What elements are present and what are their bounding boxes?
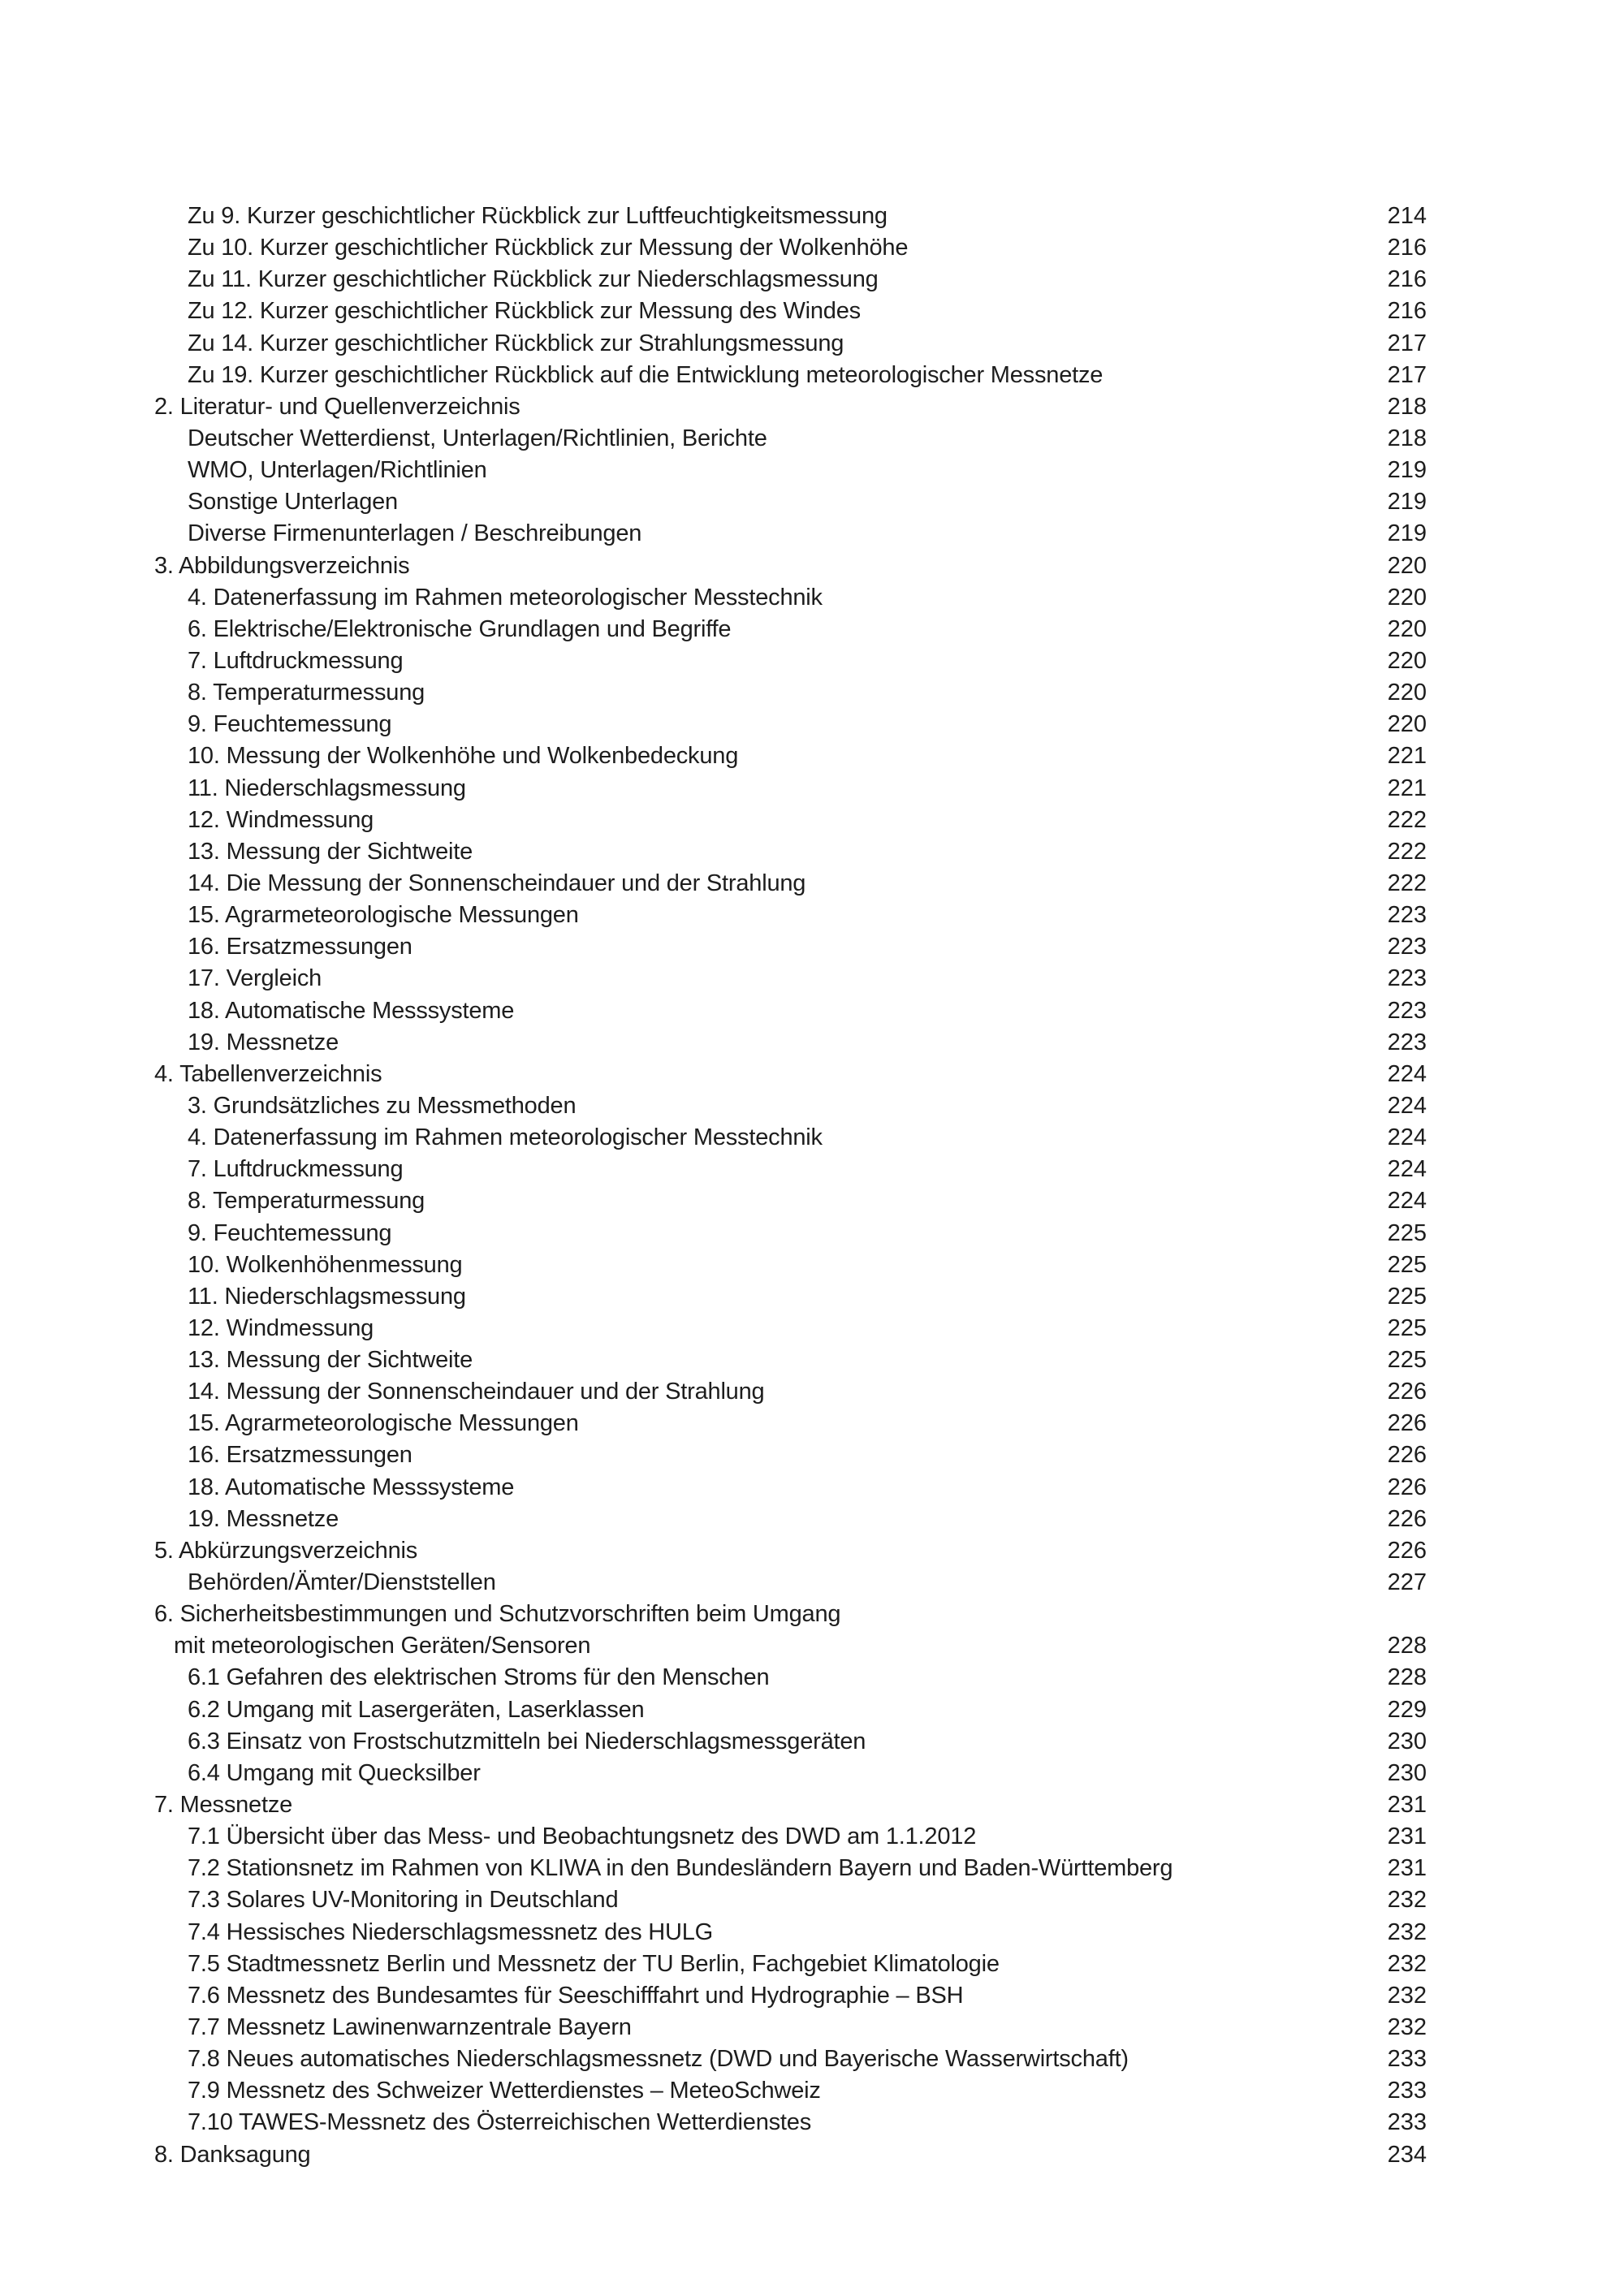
toc-entry: [154, 232, 1427, 264]
toc-entry-text: 7.5 Stadtmessnetz Berlin und Messnetz der TU Berlin, Fachgebiet Klimatologie: [188, 1950, 1000, 1977]
toc-entry-text: 6.4 Umgang mit Quecksilber: [188, 1759, 481, 1786]
toc-entry: [154, 391, 1427, 423]
toc-entry-text: 8. Danksagung: [154, 2141, 311, 2168]
toc-entry-text: 15. Agrarmeteorologische Messungen: [188, 902, 579, 929]
toc-entry: [154, 1853, 1427, 1884]
toc-entry-page: 226: [1387, 1474, 1427, 1500]
toc-entry: [154, 931, 1427, 963]
toc-entry-text: 7.10 TAWES-Messnetz des Österreichischen Wetterdienstes: [188, 2109, 812, 2136]
toc-entry: [154, 1408, 1427, 1439]
toc-entry-page: 217: [1387, 361, 1427, 388]
toc-entry-page: 233: [1387, 2078, 1427, 2104]
toc-entry-page: 225: [1387, 1219, 1427, 1246]
toc-entry-text: 7.8 Neues automatisches Niederschlagsmessnetz (DWD und Bayerische Wasserwirtschaft): [188, 2046, 1129, 2073]
toc-entry-page: 222: [1387, 806, 1427, 833]
toc-entry: [154, 709, 1427, 740]
toc-entry-page: 225: [1387, 1251, 1427, 1278]
toc-entry-text: 7.2 Stationsnetz im Rahmen von KLIWA in den Bundesländern Bayern und Baden-Württemberg: [188, 1855, 1173, 1882]
toc-entry-page: 232: [1387, 2014, 1427, 2041]
toc-entry: [154, 1154, 1427, 1185]
toc-entry-page: 233: [1387, 2109, 1427, 2136]
toc-entry-page: 223: [1387, 965, 1427, 992]
toc-entry-text: 6.2 Umgang mit Lasergeräten, Laserklassen: [188, 1696, 645, 1723]
toc-entry-text: 19. Messnetze: [188, 1505, 339, 1532]
toc-entry-text: Sonstige Unterlagen: [188, 489, 398, 516]
toc-entry: [154, 2139, 1427, 2171]
toc-entry: [154, 550, 1427, 582]
toc-entry-text: Zu 12. Kurzer geschichtlicher Rückblick zur Messung des Windes: [188, 298, 861, 325]
toc-entry-text: 12. Windmessung: [188, 1314, 374, 1341]
toc-entry-text: 15. Agrarmeteorologische Messungen: [188, 1410, 579, 1437]
toc-entry: [154, 1630, 1427, 1662]
toc-entry-text: 17. Vergleich: [188, 965, 322, 992]
toc-entry: [154, 455, 1427, 486]
toc-entry: [154, 963, 1427, 995]
toc-entry: [154, 1059, 1427, 1090]
toc-entry-text: 16. Ersatzmessungen: [188, 1442, 412, 1469]
toc-entry-page: 219: [1387, 457, 1427, 484]
toc-entry-page: 224: [1387, 1092, 1427, 1119]
toc-entry-page: 220: [1387, 615, 1427, 642]
toc-entry-text: 14. Messung der Sonnenscheindauer und der Strahlung: [188, 1379, 765, 1405]
toc-entry: [154, 1218, 1427, 1249]
toc-entry-text: 8. Temperaturmessung: [188, 1188, 425, 1215]
toc-entry: [154, 1694, 1427, 1726]
toc-entry-page: 226: [1387, 1537, 1427, 1564]
toc-entry-page: 227: [1387, 1569, 1427, 1596]
toc-entry: [154, 2044, 1427, 2075]
toc-entry: [154, 518, 1427, 550]
toc-entry: [154, 1090, 1427, 1122]
toc-entry-page: 220: [1387, 680, 1427, 706]
toc-entry-page: 231: [1387, 1792, 1427, 1819]
toc-entry: [154, 1599, 1427, 1630]
toc-entry: [154, 2107, 1427, 2138]
toc-entry: [154, 1758, 1427, 1789]
toc-entry: [154, 900, 1427, 931]
toc-entry: [154, 1472, 1427, 1504]
toc-entry-text: 5. Abkürzungsverzeichnis: [154, 1537, 418, 1564]
toc-entry: [154, 582, 1427, 614]
toc-entry-text: 18. Automatische Messsysteme: [188, 997, 515, 1024]
toc-entry-text: 16. Ersatzmessungen: [188, 934, 412, 960]
toc-entry-text: 6.1 Gefahren des elektrischen Stroms für den Menschen: [188, 1664, 770, 1691]
toc-entry-text: 6. Sicherheitsbestimmungen und Schutzvorschriften beim Umgang: [154, 1601, 841, 1628]
toc-entry-text: Deutscher Wetterdienst, Unterlagen/Richtlinien, Berichte: [188, 425, 767, 451]
toc-entry-page: 232: [1387, 1887, 1427, 1914]
toc-entry-page: 214: [1387, 203, 1427, 229]
toc-entry-text: 10. Messung der Wolkenhöhe und Wolkenbedeckung: [188, 743, 739, 770]
toc-entry: [154, 868, 1427, 900]
toc-entry: [154, 773, 1427, 805]
toc-entry-page: 224: [1387, 1156, 1427, 1183]
toc-entry: [154, 1281, 1427, 1313]
toc-entry-page: 226: [1387, 1505, 1427, 1532]
toc-entry-page: 224: [1387, 1060, 1427, 1087]
toc-entry-text: 3. Abbildungsverzeichnis: [154, 552, 410, 579]
toc-entry: [154, 1313, 1427, 1344]
toc-entry: [154, 1726, 1427, 1758]
toc-entry-page: 223: [1387, 902, 1427, 929]
toc-entry-page: 229: [1387, 1696, 1427, 1723]
toc-entry-text: 7.1 Übersicht über das Mess- und Beobachtungsnetz des DWD am 1.1.2012: [188, 1823, 977, 1850]
toc-entry-text: 9. Feuchtemessung: [188, 1219, 392, 1246]
toc-entry-text: 7.3 Solares UV-Monitoring in Deutschland: [188, 1887, 619, 1914]
toc-entry: [154, 201, 1427, 232]
toc-entry-text: Zu 9. Kurzer geschichtlicher Rückblick zur Luftfeuchtigkeitsmessung: [188, 203, 888, 229]
toc-entry: [154, 1917, 1427, 1949]
toc-entry: [154, 1344, 1427, 1376]
toc-entry-text: 6.3 Einsatz von Frostschutzmitteln bei Niederschlagsmessgeräten: [188, 1728, 866, 1754]
toc-entry: [154, 1949, 1427, 1980]
toc-entry-page: 226: [1387, 1442, 1427, 1469]
toc-entry-page: 233: [1387, 2046, 1427, 2073]
toc-entry-text: 10. Wolkenhöhenmessung: [188, 1251, 463, 1278]
toc-entry-page: 220: [1387, 584, 1427, 611]
toc-entry-text: 13. Messung der Sichtweite: [188, 1347, 473, 1374]
toc-entry-page: 218: [1387, 425, 1427, 451]
toc-entry: [154, 1821, 1427, 1853]
toc-entry-page: 224: [1387, 1124, 1427, 1151]
toc-entry-page: 216: [1387, 266, 1427, 293]
toc-entry-text: 9. Feuchtemessung: [188, 711, 392, 738]
toc-entry-text: 13. Messung der Sichtweite: [188, 838, 473, 865]
toc-entry-page: 225: [1387, 1347, 1427, 1374]
toc-entry-text: 4. Datenerfassung im Rahmen meteorologischer Messtechnik: [188, 584, 823, 611]
toc-entry-page: 225: [1387, 1283, 1427, 1310]
toc-entry: [154, 328, 1427, 360]
toc-entry-page: 219: [1387, 489, 1427, 516]
toc-entry: [154, 1884, 1427, 1916]
toc-entry-text: Zu 11. Kurzer geschichtlicher Rückblick zur Niederschlagsmessung: [188, 266, 879, 293]
toc-entry: [154, 1122, 1427, 1154]
toc-entry-text: Diverse Firmenunterlagen / Beschreibungen: [188, 520, 642, 547]
toc-entry-text: 11. Niederschlagsmessung: [188, 1283, 466, 1310]
toc-entry-page: 226: [1387, 1379, 1427, 1405]
toc-entry-page: 220: [1387, 647, 1427, 674]
toc-entry-page: 231: [1387, 1823, 1427, 1850]
toc-entry-page: 223: [1387, 997, 1427, 1024]
toc-entry: [154, 836, 1427, 868]
toc-entry-page: 220: [1387, 711, 1427, 738]
toc-entry-page: 224: [1387, 1188, 1427, 1215]
toc-entry: [154, 1980, 1427, 2012]
toc-entry: [154, 1504, 1427, 1535]
toc-entry-text: 7.4 Hessisches Niederschlagsmessnetz des HULG: [188, 1918, 713, 1945]
toc-entry-page: 219: [1387, 520, 1427, 547]
toc-entry-text: 19. Messnetze: [188, 1029, 339, 1055]
toc-entry: [154, 2075, 1427, 2107]
toc-entry-text: 8. Temperaturmessung: [188, 680, 425, 706]
toc-entry: [154, 423, 1427, 455]
toc-entry-page: 230: [1387, 1759, 1427, 1786]
toc-entry-text: 11. Niederschlagsmessung: [188, 775, 466, 801]
toc-entry-text: Behörden/Ämter/Dienststellen: [188, 1569, 496, 1596]
toc-entry: [154, 264, 1427, 296]
toc-entry-page: 216: [1387, 298, 1427, 325]
toc-entry: [154, 614, 1427, 645]
toc-entry-page: 228: [1387, 1664, 1427, 1691]
toc-entry-page: 232: [1387, 1982, 1427, 2009]
toc-entry: [154, 645, 1427, 677]
toc-entry-text: 7.7 Messnetz Lawinenwarnzentrale Bayern: [188, 2014, 632, 2041]
toc-entry-text: 4. Datenerfassung im Rahmen meteorologischer Messtechnik: [188, 1124, 823, 1151]
toc-entry: [154, 2012, 1427, 2044]
toc-entry-text: 3. Grundsätzliches zu Messmethoden: [188, 1092, 577, 1119]
toc-entry-page: 220: [1387, 552, 1427, 579]
toc-entry-page: 223: [1387, 934, 1427, 960]
toc-entry: [154, 1439, 1427, 1471]
toc-entry-text: Zu 14. Kurzer geschichtlicher Rückblick zur Strahlungsmessung: [188, 330, 844, 356]
toc-entry: [154, 1249, 1427, 1281]
toc-entry-text: mit meteorologischen Geräten/Sensoren: [174, 1633, 591, 1659]
toc-entry-page: 230: [1387, 1728, 1427, 1754]
toc-entry-text: 7.9 Messnetz des Schweizer Wetterdienstes – MeteoSchweiz: [188, 2078, 821, 2104]
toc-entry-page: 218: [1387, 393, 1427, 420]
toc-entry-text: 14. Die Messung der Sonnenscheindauer und der Strahlung: [188, 870, 806, 896]
toc-entry-text: 7. Messnetze: [154, 1792, 293, 1819]
toc-entry: [154, 677, 1427, 709]
toc-entry: [154, 1185, 1427, 1217]
toc-entry-text: Zu 10. Kurzer geschichtlicher Rückblick zur Messung der Wolkenhöhe: [188, 235, 909, 261]
toc-entry-page: 222: [1387, 870, 1427, 896]
toc-entry-page: 223: [1387, 1029, 1427, 1055]
toc-entry: [154, 1376, 1427, 1408]
toc-entry: [154, 360, 1427, 391]
toc-entry-text: 7.6 Messnetz des Bundesamtes für Seeschifffahrt und Hydrographie – BSH: [188, 1982, 964, 2009]
toc-entry: [154, 1662, 1427, 1694]
toc-entry-text: 6. Elektrische/Elektronische Grundlagen und Begriffe: [188, 615, 732, 642]
toc-entry-page: 222: [1387, 838, 1427, 865]
toc-entry-page: 217: [1387, 330, 1427, 356]
toc-entry: [154, 995, 1427, 1027]
toc-entry: [154, 1789, 1427, 1821]
toc-entry-page: 234: [1387, 2141, 1427, 2168]
toc-entry-text: 7. Luftdruckmessung: [188, 647, 404, 674]
toc-entry: [154, 740, 1427, 772]
toc-entry: [154, 1027, 1427, 1059]
toc-entry-page: 228: [1387, 1633, 1427, 1659]
toc-entry-page: 232: [1387, 1950, 1427, 1977]
toc-entry-text: 12. Windmessung: [188, 806, 374, 833]
toc-entry: [154, 486, 1427, 518]
toc-entry-page: 225: [1387, 1314, 1427, 1341]
table-of-contents: [154, 201, 1427, 2171]
toc-entry: [154, 1535, 1427, 1567]
toc-entry-page: 221: [1387, 743, 1427, 770]
toc-entry-page: 226: [1387, 1410, 1427, 1437]
toc-entry: [154, 296, 1427, 327]
toc-entry-text: 7. Luftdruckmessung: [188, 1156, 404, 1183]
toc-entry-page: 216: [1387, 235, 1427, 261]
toc-entry-page: 232: [1387, 1918, 1427, 1945]
toc-entry-text: 18. Automatische Messsysteme: [188, 1474, 515, 1500]
toc-entry-text: Zu 19. Kurzer geschichtlicher Rückblick auf die Entwicklung meteorologischer Messnetze: [188, 361, 1104, 388]
toc-entry: [154, 805, 1427, 836]
toc-entry-page: 231: [1387, 1855, 1427, 1882]
toc-entry: [154, 1567, 1427, 1599]
toc-entry-text: 2. Literatur- und Quellenverzeichnis: [154, 393, 520, 420]
toc-entry-text: WMO, Unterlagen/Richtlinien: [188, 457, 487, 484]
toc-entry-text: 4. Tabellenverzeichnis: [154, 1060, 382, 1087]
toc-entry-page: 221: [1387, 775, 1427, 801]
